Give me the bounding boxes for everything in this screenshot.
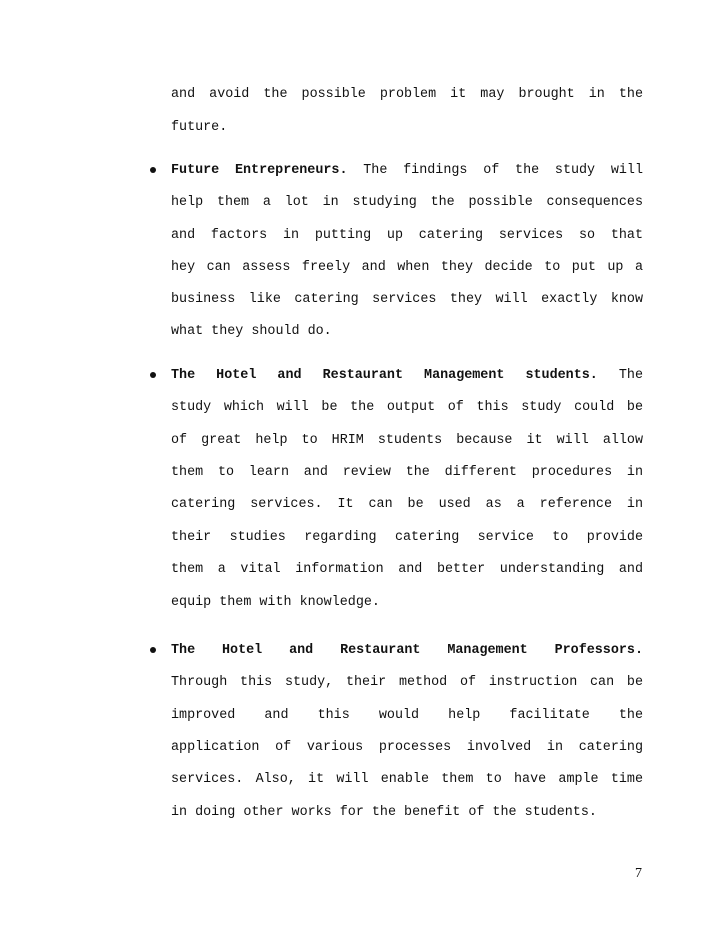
item-2-heading: The Hotel and Restaurant Management students. bbox=[171, 368, 598, 383]
item-3-line-6: in doing other works for the benefit of the students. bbox=[171, 805, 597, 820]
item-1-line-5: business like catering services they will exactly know bbox=[171, 292, 643, 307]
item-1-heading: Future Entrepreneurs. bbox=[171, 163, 348, 178]
item-1-line-3: and factors in putting up catering services so that bbox=[171, 228, 643, 243]
item-2-line-6: their studies regarding catering service to provide bbox=[171, 530, 643, 545]
item-3-line-4: application of various processes involved in catering bbox=[171, 740, 643, 755]
item-2-first-line bbox=[171, 366, 643, 386]
item-3-line-2: Through this study, their method of instruction can be bbox=[171, 675, 643, 690]
intro-line-1: and avoid the possible problem it may brought in the bbox=[171, 87, 643, 102]
intro-line-2: future. bbox=[171, 120, 228, 135]
bullet-icon bbox=[150, 647, 156, 653]
item-3-heading: The Hotel and Restaurant Management Professors. bbox=[171, 643, 643, 658]
item-3-line-3: improved and this would help facilitate the bbox=[171, 708, 643, 723]
item-2-line-5: catering services. It can be used as a reference in bbox=[171, 497, 643, 512]
item-1-line-6: what they should do. bbox=[171, 324, 332, 339]
bullet-icon bbox=[150, 372, 156, 378]
item-1-first-line bbox=[171, 161, 643, 181]
item-3-line-5: services. Also, it will enable them to have ample time bbox=[171, 772, 643, 787]
bullet-icon bbox=[150, 167, 156, 173]
item-3-first-line bbox=[171, 641, 643, 661]
item-2-line-8: equip them with knowledge. bbox=[171, 595, 380, 610]
item-2-line-4: them to learn and review the different procedures in bbox=[171, 465, 643, 480]
item-2-line-7: them a vital information and better understanding and bbox=[171, 562, 643, 577]
item-1-line-4: hey can assess freely and when they decide to put up a bbox=[171, 260, 643, 275]
item-1-line-2: help them a lot in studying the possible consequences bbox=[171, 195, 643, 210]
item-2-line-3: of great help to HRIM students because it will allow bbox=[171, 433, 643, 448]
page-number: 7 bbox=[635, 866, 642, 881]
item-2-line-2: study which will be the output of this study could be bbox=[171, 400, 643, 415]
item-2-first-rest: The bbox=[618, 368, 643, 383]
item-1-first-rest: The findings of the study will bbox=[363, 163, 643, 178]
